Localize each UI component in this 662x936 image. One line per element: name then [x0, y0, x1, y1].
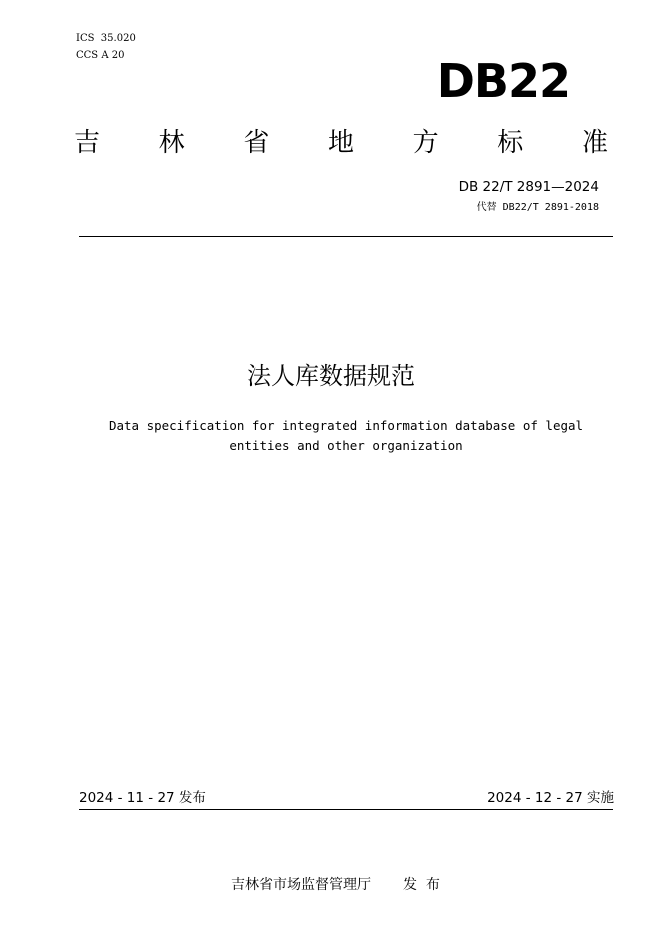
- document-title-english: [90, 416, 602, 456]
- standard-number: DB 22/T 2891—2024: [458, 179, 599, 195]
- footer-divider: [79, 809, 613, 810]
- issuer-line: [0, 852, 662, 896]
- standard-type-char: 方: [412, 128, 439, 158]
- issue-date: 2024 - 11 - 27 发布: [79, 790, 206, 806]
- implementation-date: 2024 - 12 - 27 实施: [487, 790, 614, 806]
- replaces-standard: 代替 DB22/T 2891-2018: [476, 202, 599, 213]
- standard-type-char: 标: [497, 128, 524, 158]
- standard-type-char: 准: [581, 128, 608, 158]
- title-english-line: Data specification for integrated information database of legal: [108, 418, 584, 433]
- document-title-chinese: 法人库数据规范: [247, 362, 415, 390]
- issuing-authority: 吉林省市场监督管理厅: [231, 877, 371, 893]
- ccs-code: CCS A 20: [76, 50, 125, 61]
- issue-label: 发 布: [403, 877, 440, 893]
- title-english-line: entities and other organization: [229, 438, 463, 453]
- standard-type-char: 林: [158, 128, 185, 158]
- standard-code-logo: DB22: [436, 54, 570, 108]
- standard-type-char: 省: [243, 128, 270, 158]
- standard-type-char: 吉: [74, 128, 101, 158]
- standard-type-heading: [74, 125, 608, 161]
- header-divider: [79, 236, 613, 237]
- ics-code: ICS 35.020: [76, 33, 136, 44]
- standard-type-char: 地: [327, 128, 354, 158]
